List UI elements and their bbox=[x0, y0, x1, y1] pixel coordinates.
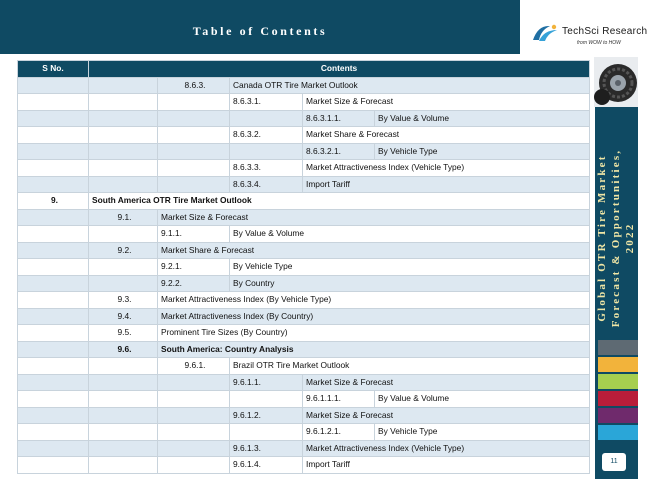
table-row bbox=[18, 407, 590, 424]
empty-cell bbox=[158, 407, 230, 424]
empty-cell bbox=[158, 94, 230, 111]
section-number: 9.2. bbox=[89, 242, 158, 259]
section-number: 9.6.1.1.1. bbox=[303, 391, 375, 408]
color-stripe bbox=[598, 357, 638, 372]
contents-table bbox=[17, 60, 590, 474]
section-title: Import Tariff bbox=[303, 176, 590, 193]
table-row bbox=[18, 440, 590, 457]
table-row bbox=[18, 424, 590, 441]
table-row bbox=[18, 391, 590, 408]
section-number: 8.6.3.2. bbox=[230, 127, 303, 144]
empty-cell bbox=[18, 325, 89, 342]
table-row bbox=[18, 77, 590, 94]
empty-cell bbox=[89, 94, 158, 111]
table-row bbox=[18, 193, 590, 210]
table-header-row bbox=[18, 61, 590, 78]
table-row bbox=[18, 226, 590, 243]
empty-cell bbox=[18, 160, 89, 177]
table-row bbox=[18, 358, 590, 375]
section-number: 8.6.3.2.1. bbox=[303, 143, 375, 160]
empty-cell bbox=[89, 77, 158, 94]
empty-cell bbox=[18, 374, 89, 391]
table-row bbox=[18, 110, 590, 127]
section-number: 9.6. bbox=[89, 341, 158, 358]
color-stripe bbox=[598, 408, 638, 423]
table-row bbox=[18, 325, 590, 342]
empty-cell bbox=[18, 308, 89, 325]
empty-cell bbox=[158, 457, 230, 474]
section-title: Market Share & Forecast bbox=[303, 127, 590, 144]
empty-cell bbox=[158, 391, 230, 408]
empty-cell bbox=[158, 440, 230, 457]
table-row bbox=[18, 160, 590, 177]
section-title: Import Tariff bbox=[303, 457, 590, 474]
section-title: Market Size & Forecast bbox=[303, 407, 590, 424]
empty-cell bbox=[18, 292, 89, 309]
report-title-line3: 2022 bbox=[624, 222, 636, 254]
brand-name: TechSci Research bbox=[562, 26, 647, 37]
empty-cell bbox=[89, 457, 158, 474]
empty-cell bbox=[18, 127, 89, 144]
section-number: 9.2.1. bbox=[158, 259, 230, 276]
section-title: By Vehicle Type bbox=[375, 143, 590, 160]
table-row bbox=[18, 374, 590, 391]
section-title: By Value & Volume bbox=[230, 226, 590, 243]
empty-cell bbox=[18, 424, 89, 441]
empty-cell bbox=[89, 259, 158, 276]
section-title: Market Size & Forecast bbox=[303, 94, 590, 111]
empty-cell bbox=[230, 143, 303, 160]
header-sno: S No. bbox=[18, 61, 89, 78]
table-row bbox=[18, 259, 590, 276]
section-title: By Value & Volume bbox=[375, 110, 590, 127]
section-title: Market Share & Forecast bbox=[158, 242, 590, 259]
empty-cell bbox=[18, 407, 89, 424]
section-number: 9.6.1.2.1. bbox=[303, 424, 375, 441]
color-stripe bbox=[598, 425, 638, 440]
empty-cell bbox=[89, 440, 158, 457]
empty-cell bbox=[230, 110, 303, 127]
empty-cell bbox=[18, 143, 89, 160]
section-number: 8.6.3.4. bbox=[230, 176, 303, 193]
empty-cell bbox=[18, 176, 89, 193]
empty-cell bbox=[158, 127, 230, 144]
section-title: Canada OTR Tire Market Outlook bbox=[230, 77, 590, 94]
section-number: 9. bbox=[18, 193, 89, 210]
empty-cell bbox=[89, 391, 158, 408]
empty-cell bbox=[158, 143, 230, 160]
table-row bbox=[18, 308, 590, 325]
techsci-logo-icon bbox=[530, 22, 560, 44]
empty-cell bbox=[18, 94, 89, 111]
section-title: By Country bbox=[230, 275, 590, 292]
table-row bbox=[18, 94, 590, 111]
empty-cell bbox=[158, 424, 230, 441]
table-row bbox=[18, 457, 590, 474]
section-number: 9.6.1. bbox=[158, 358, 230, 375]
table-row bbox=[18, 242, 590, 259]
brand-tagline: from WOW to HOW bbox=[577, 40, 621, 46]
empty-cell bbox=[18, 226, 89, 243]
page-title: Table of Contents bbox=[192, 24, 328, 38]
section-number: 9.1.1. bbox=[158, 226, 230, 243]
empty-cell bbox=[18, 209, 89, 226]
section-title: Market Attractiveness Index (By Vehicle Type) bbox=[158, 292, 590, 309]
section-number: 9.6.1.3. bbox=[230, 440, 303, 457]
section-title: Market Attractiveness Index (Vehicle Type) bbox=[303, 160, 590, 177]
empty-cell bbox=[89, 424, 158, 441]
empty-cell bbox=[89, 275, 158, 292]
empty-cell bbox=[89, 127, 158, 144]
empty-cell bbox=[18, 242, 89, 259]
section-title: Market Attractiveness Index (Vehicle Type) bbox=[303, 440, 590, 457]
empty-cell bbox=[89, 143, 158, 160]
color-stripe bbox=[598, 340, 638, 355]
empty-cell bbox=[89, 374, 158, 391]
section-number: 9.6.1.1. bbox=[230, 374, 303, 391]
empty-cell bbox=[89, 110, 158, 127]
color-stripe bbox=[598, 391, 638, 406]
section-title: By Vehicle Type bbox=[375, 424, 590, 441]
empty-cell bbox=[230, 424, 303, 441]
empty-cell bbox=[230, 391, 303, 408]
section-number: 9.5. bbox=[89, 325, 158, 342]
section-title: South America: Country Analysis bbox=[158, 341, 590, 358]
empty-cell bbox=[158, 374, 230, 391]
header-contents: Contents bbox=[89, 61, 590, 78]
section-number: 9.6.1.4. bbox=[230, 457, 303, 474]
empty-cell bbox=[18, 110, 89, 127]
section-title: Market Attractiveness Index (By Country) bbox=[158, 308, 590, 325]
empty-cell bbox=[18, 440, 89, 457]
table-row bbox=[18, 143, 590, 160]
table-row bbox=[18, 275, 590, 292]
section-title: By Vehicle Type bbox=[230, 259, 590, 276]
empty-cell bbox=[89, 358, 158, 375]
empty-cell bbox=[89, 160, 158, 177]
section-number: 9.4. bbox=[89, 308, 158, 325]
section-title: Brazil OTR Tire Market Outlook bbox=[230, 358, 590, 375]
empty-cell bbox=[18, 341, 89, 358]
empty-cell bbox=[158, 110, 230, 127]
empty-cell bbox=[89, 407, 158, 424]
table-row bbox=[18, 176, 590, 193]
empty-cell bbox=[18, 77, 89, 94]
report-title-line2: Forecast & Opportunities, bbox=[610, 148, 622, 328]
section-number: 9.3. bbox=[89, 292, 158, 309]
section-number: 8.6.3.1.1. bbox=[303, 110, 375, 127]
table-row bbox=[18, 209, 590, 226]
report-title-vertical bbox=[595, 133, 637, 343]
report-title-line1: Global OTR Tire Market bbox=[596, 154, 608, 322]
section-number: 9.1. bbox=[89, 209, 158, 226]
empty-cell bbox=[158, 160, 230, 177]
empty-cell bbox=[18, 391, 89, 408]
empty-cell bbox=[158, 176, 230, 193]
section-title: South America OTR Tire Market Outlook bbox=[89, 193, 590, 210]
empty-cell bbox=[18, 259, 89, 276]
table-row bbox=[18, 341, 590, 358]
empty-cell bbox=[18, 358, 89, 375]
section-title: Market Size & Forecast bbox=[158, 209, 590, 226]
section-title: Prominent Tire Sizes (By Country) bbox=[158, 325, 590, 342]
color-stripe bbox=[598, 374, 638, 389]
table-row bbox=[18, 292, 590, 309]
section-number: 9.2.2. bbox=[158, 275, 230, 292]
empty-cell bbox=[18, 457, 89, 474]
table-row bbox=[18, 127, 590, 144]
empty-cell bbox=[89, 226, 158, 243]
empty-cell bbox=[89, 176, 158, 193]
section-number: 8.6.3.3. bbox=[230, 160, 303, 177]
section-title: Market Size & Forecast bbox=[303, 374, 590, 391]
section-number: 8.6.3. bbox=[158, 77, 230, 94]
section-number: 8.6.3.1. bbox=[230, 94, 303, 111]
empty-cell bbox=[18, 275, 89, 292]
section-number: 9.6.1.2. bbox=[230, 407, 303, 424]
page-number: 11 bbox=[602, 453, 626, 471]
tire-image-icon bbox=[594, 57, 638, 107]
section-title: By Value & Volume bbox=[375, 391, 590, 408]
